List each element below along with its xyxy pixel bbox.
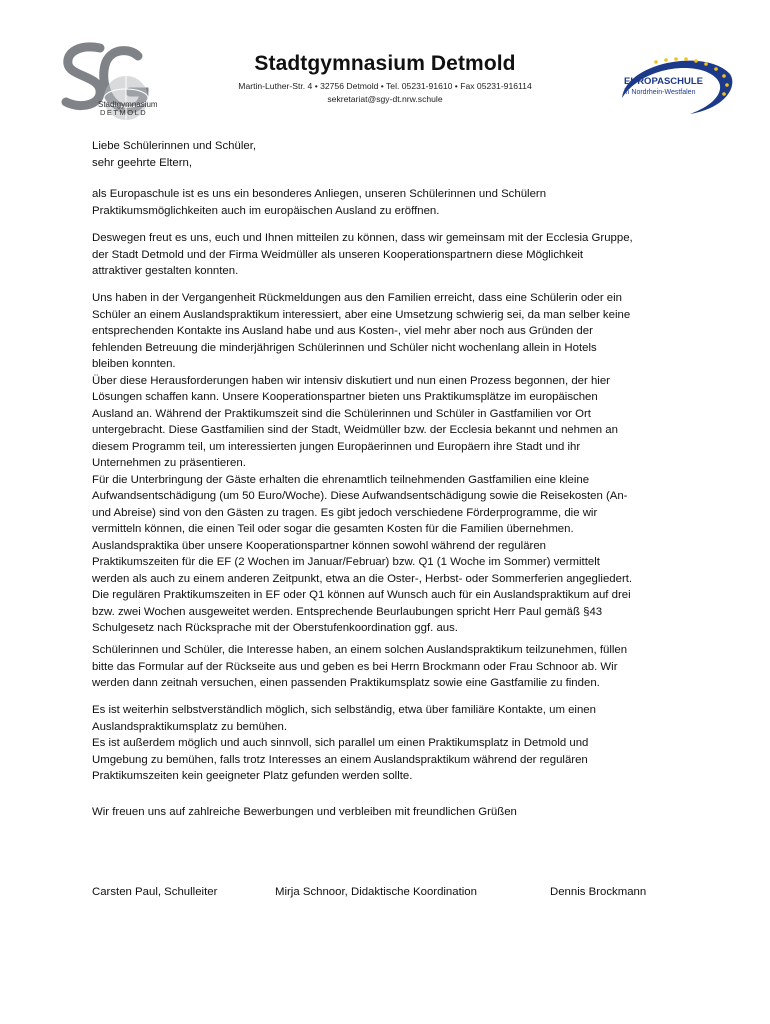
- salutation: [92, 138, 717, 171]
- text-line: bleiben konnten.: [92, 358, 176, 370]
- europaschule-logo: [616, 52, 736, 116]
- text-line: Praktikumszeiten für die EF (2 Wochen im Januar/Februar) bzw. Q1 (1 Woche im Sommer) vermittelt: [92, 556, 600, 568]
- text-line: vermitteln können, die einen Teil oder sogar die gesamten Kosten für die Familien übernehmen.: [92, 523, 574, 535]
- signature-teacher: Dennis Brockmann: [550, 886, 647, 898]
- text-line: attraktiver gestalten konnten.: [92, 265, 239, 277]
- paragraph-application: [92, 642, 717, 692]
- text-line: Unternehmen zu präsentieren.: [92, 457, 246, 469]
- school-logo: [60, 42, 172, 128]
- school-address: [190, 80, 580, 106]
- europaschule-subtitle: in Nordrhein-Westfalen: [624, 89, 696, 96]
- paragraph-alternatives: [92, 702, 717, 785]
- text-line: Auslandspraktika über unsere Kooperationspartner können sowohl während der regulären: [92, 539, 547, 552]
- salutation-line: sehr geehrte Eltern,: [92, 156, 193, 169]
- logo-school-name: Stadtgymnasium: [98, 100, 158, 109]
- text-line: fehlenden Betreuung die minderjährigen Schülerinnen und Schüler nicht wochenlang allein in Hotels: [92, 341, 597, 354]
- text-line: der Stadt Detmold und der Firma Weidmüller als unseren Kooperationspartnern diese Möglichkeit: [92, 248, 584, 261]
- school-title: Stadtgymnasium Detmold: [254, 52, 516, 75]
- text-line: Deswegen freut es uns, euch und Ihnen mitteilen zu können, dass wir gemeinsam mit der Ecclesia Gruppe,: [92, 232, 633, 244]
- closing-line: Wir freuen uns auf zahlreiche Bewerbungen und verbleiben mit freundlichen Grüßen: [92, 806, 517, 818]
- paragraph-partners: [92, 230, 717, 280]
- paragraph-intro: [92, 186, 717, 219]
- salutation-line: Liebe Schülerinnen und Schüler,: [92, 140, 257, 152]
- text-line: Ausland an. Während der Praktikumszeit sind die Schülerinnen und Schüler in Gastfamilien vor Ort: [92, 407, 591, 420]
- europaschule-icon: [616, 52, 736, 116]
- text-line: Aufwandsentschädigung (um 50 Euro/Woche). Diese Aufwandsentschädigung sowie die Reisekosten (An-: [92, 490, 628, 502]
- text-line: Lösungen schaffen kann. Unsere Kooperationspartner bieten uns Praktikumsplätze im europäischen: [92, 391, 598, 403]
- text-line: diesem Programm teil, um interessierten jungen Europäerinnen und Europäern ihre Stadt und ihr: [92, 440, 581, 453]
- text-line: Schülerinnen und Schüler, die Interesse haben, an einem solchen Auslandspraktikum teilzunehmen, füllen: [92, 644, 628, 656]
- text-line: Für die Unterbringung der Gäste erhalten die ehrenamtlich teilnehmenden Gastfamilien eine kleine: [92, 473, 590, 486]
- text-line: Es ist außerdem möglich und auch sinnvoll, sich parallel um einen Praktikumsplatz in Detmold und: [92, 737, 589, 749]
- signature-coordinator: Mirja Schnoor, Didaktische Koordination: [275, 886, 477, 898]
- logo-city-name: DETMOLD: [100, 108, 148, 117]
- text-line: Es ist weiterhin selbstverständlich möglich, sich selbständig, etwa über familiäre Kontakte, um einen: [92, 704, 596, 716]
- signature-principal: Carsten Paul, Schulleiter: [92, 886, 218, 898]
- text-line: Umgebung zu bemühen, falls trotz Interesses an einem Auslandspraktikum während der regulären: [92, 753, 588, 766]
- text-line: untergebracht. Diese Gastfamilien sind der Stadt, Weidmüller bzw. der Ecclesia bekannt und nehmen an: [92, 424, 618, 436]
- text-line: und Abreise) sind von den Gästen zu tragen. Es gibt jedoch verschiedene Förderprogramme, die wir: [92, 506, 598, 519]
- address-line: Martin-Luther-Str. 4 • 32756 Detmold • Tel. 05231-91610 • Fax 05231-916114: [238, 81, 532, 91]
- text-line: Auslandspraktikumsplatz zu bemühen.: [92, 720, 288, 733]
- text-line: Über diese Herausforderungen haben wir intensiv diskutiert und nun einen Prozess begonnen, der hier: [92, 374, 610, 387]
- paragraph-details: [92, 290, 717, 637]
- europaschule-title: EUROPASCHULE: [624, 76, 703, 87]
- email-line: sekretariat@sgy-dt.nrw.schule: [327, 94, 443, 104]
- text-line: Uns haben in der Vergangenheit Rückmeldungen aus den Familien erreicht, dass eine Schülerin oder ein: [92, 292, 622, 304]
- text-line: Die regulären Praktikumszeiten in EF oder Q1 können auf Wunsch auch für ein Auslandspraktikum auf drei: [92, 589, 631, 601]
- text-line: bitte das Formular auf der Rückseite aus und geben es bei Herrn Brockmann oder Frau Schnoor ab. Wir: [92, 660, 618, 673]
- text-line: bzw. zwei Wochen ausgeweitet werden. Entsprechende Beurlaubungen spricht Herr Paul gemäß §43: [92, 605, 603, 618]
- text-line: werden als auch zu einem anderen Zeitpunkt, etwa an die Oster-, Herbst- oder Sommerferien angegliedert.: [92, 572, 633, 585]
- text-line: Schüler an einem Auslandspraktikum interessiert, aber eine Umsetzung schwierig sei, da man selber keine: [92, 308, 631, 321]
- text-line: Praktikumszeiten kein geeigneter Platz gefunden werden sollte.: [92, 770, 413, 782]
- text-line: Praktikumsmöglichkeiten auch im europäischen Ausland zu eröffnen.: [92, 204, 440, 217]
- text-line: Schulgesetz nach Rücksprache mit der Oberstufenkoordination ggf. aus.: [92, 622, 458, 634]
- sg-logo-icon: [60, 42, 172, 128]
- text-line: als Europaschule ist es uns ein besonderes Anliegen, unseren Schülerinnen und Schülern: [92, 188, 547, 200]
- text-line: werden dann zeitnah versuchen, einen passenden Praktikumsplatz sowie eine Gastfamilie zu finden.: [92, 677, 600, 689]
- text-line: entsprechenden Kontakte ins Ausland habe und aus Kosten-, viel mehr aber noch aus Gründen der: [92, 325, 593, 337]
